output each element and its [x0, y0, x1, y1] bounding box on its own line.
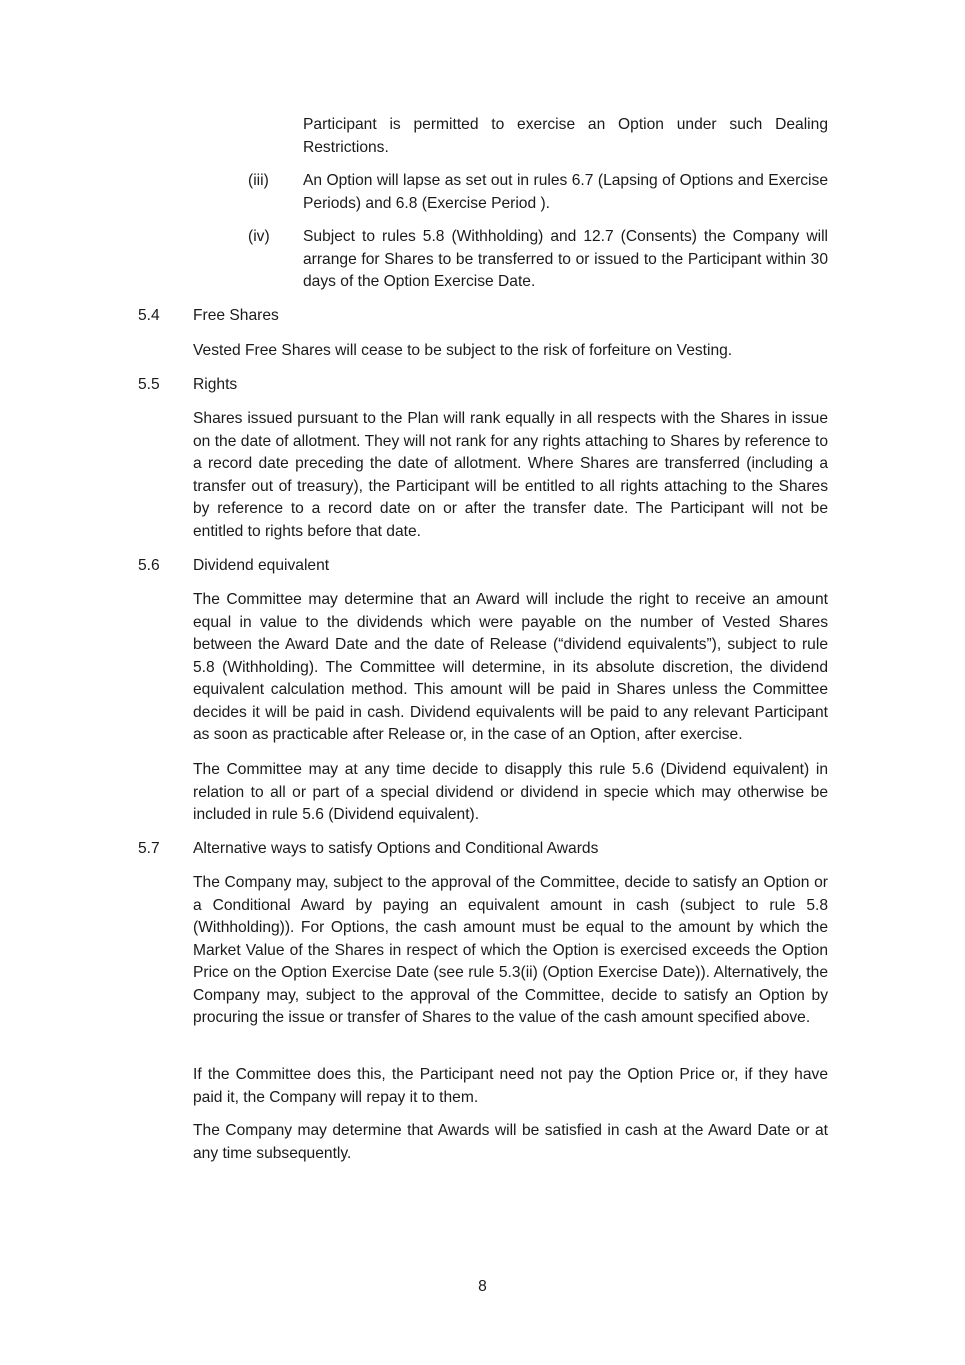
section-5-6-paragraph-2: The Committee may at any time decide to disapply this rule 5.6 (Dividend equivalent) in relation to all or part of a special dividend or dividend in specie which may otherwise be included in rule 5.6 (Dividend equivalent).: [193, 761, 828, 823]
section-title: Rights: [193, 376, 238, 393]
section-number: 5.6: [138, 557, 160, 574]
section-heading-5-6: [138, 555, 828, 578]
page-number: 8: [478, 1278, 487, 1295]
section-number: 5.5: [138, 376, 160, 393]
sub-item-text: An Option will lapse as set out in rules 6.7 (Lapsing of Options and Exercise Periods) and 6.8 (Exercise Period ).: [303, 172, 828, 212]
section-number: 5.4: [138, 307, 160, 324]
sub-item-text: Subject to rules 5.8 (Withholding) and 12.7 (Consents) the Company will arrange for Shares to be transferred to or issued to the Participant within 30 days of the Option Exercise Date.: [303, 228, 828, 290]
section-5-6-paragraph-1: The Committee may determine that an Award will include the right to receive an amount equal in value to the dividends which were payable on the number of Vested Shares between the Award Date and the date of Release (“dividend equivalents”), subject to rule 5.8 (Withholding). The Committee will determine, in its absolute discretion, the dividend equivalent calculation method. This amount will be paid in Shares unless the Committee decides it will be paid in cash. Dividend equivalents will be paid to any relevant Participant as soon as practicable after Release or, in the case of an Option, after exercise.: [193, 591, 828, 743]
continuation-paragraph: Participant is permitted to exercise an Option under such Dealing Restrictions.: [303, 116, 828, 156]
section-number: 5.7: [138, 840, 160, 857]
section-title: Alternative ways to satisfy Options and Conditional Awards: [193, 840, 599, 857]
section-5-4-paragraph-1: Vested Free Shares will cease to be subject to the risk of forfeiture on Vesting.: [193, 342, 733, 359]
section-title: Free Shares: [193, 307, 279, 324]
sub-item-number: (iv): [248, 228, 270, 245]
section-5-7-paragraph-3: The Company may determine that Awards will be satisfied in cash at the Award Date or at any time subsequently.: [193, 1122, 828, 1162]
section-heading-5-5: [138, 374, 828, 397]
section-5-7-paragraph-2: If the Committee does this, the Participant need not pay the Option Price or, if they have paid it, the Company will repay it to them.: [193, 1066, 828, 1106]
section-title: Dividend equivalent: [193, 557, 330, 574]
section-5-7-paragraph-1: The Company may, subject to the approval of the Committee, decide to satisfy an Option or a Conditional Award by paying an equivalent amount in cash (subject to rule 5.8 (Withholding)). For Options, the cash amount must be equal to the amount by which the Market Value of the Shares in respect of which the Option is exercised exceeds the Option Price on the Option Exercise Date (see rule 5.3(ii) (Option Exercise Date)). Alternatively, the Company may, subject to the approval of the Committee, decide to satisfy an Option by procuring the issue or transfer of Shares to the value of the cash amount specified above.: [193, 874, 828, 1026]
section-heading-5-4: [138, 305, 828, 328]
sub-item-number: (iii): [248, 172, 269, 189]
section-5-5-paragraph-1: Shares issued pursuant to the Plan will rank equally in all respects with the Shares in issue on the date of allotment. They will not rank for any rights attaching to Shares by reference to a record date preceding the date of allotment. Where Shares are transferred (including a transfer out of treasury), the Participant will be entitled to all rights attaching to the Shares by reference to a record date on or after the transfer date. The Participant will not be entitled to rights before that date.: [193, 410, 828, 540]
section-heading-5-7: [138, 838, 828, 861]
